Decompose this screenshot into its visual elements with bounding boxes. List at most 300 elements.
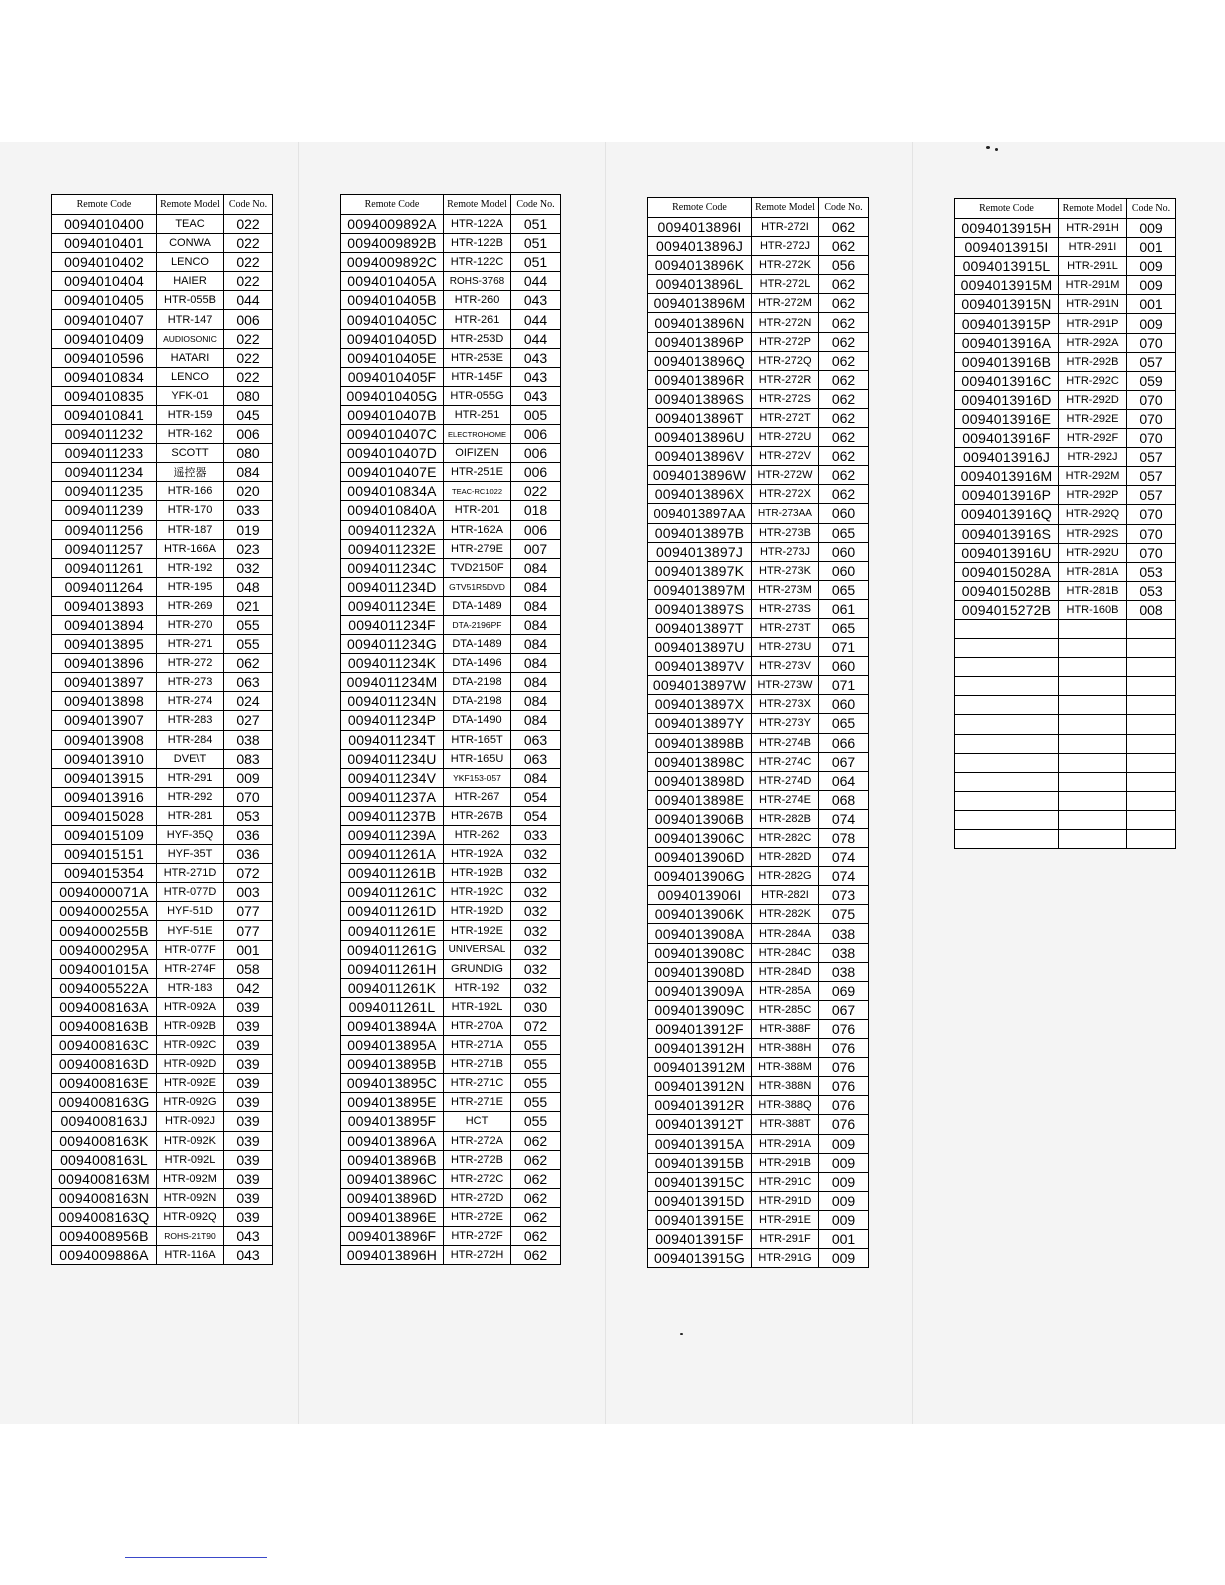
table-row: [341, 386, 561, 405]
remote-code-cell: 0094008956B: [52, 1226, 157, 1245]
table-row: [648, 1039, 869, 1058]
remote-code-cell: 0094010405: [52, 291, 157, 310]
code-number-cell: 061: [819, 599, 869, 618]
remote-model-cell: HTR-162: [157, 425, 224, 444]
remote-model-cell: HTR-282G: [752, 867, 819, 886]
code-number-cell: 071: [819, 638, 869, 657]
code-number-cell: [1127, 734, 1176, 753]
remote-model-cell: HTR-273Y: [752, 714, 819, 733]
remote-model-cell: HTR-292P: [1059, 486, 1127, 505]
page-footer-rule: [125, 1557, 267, 1558]
code-number-cell: 080: [224, 386, 273, 405]
code-number-cell: 060: [819, 561, 869, 580]
table-row: [648, 218, 869, 237]
table-row: [648, 981, 869, 1000]
remote-model-cell: HTR-272P: [752, 332, 819, 351]
code-number-cell: 054: [511, 787, 561, 806]
code-number-cell: 062: [819, 218, 869, 237]
remote-code-cell: 0094011234N: [341, 692, 444, 711]
remote-model-cell: OIFIZEN: [444, 444, 511, 463]
remote-code-cell: 0094011239: [52, 501, 157, 520]
code-number-cell: 023: [224, 539, 273, 558]
remote-code-cell: 0094013897X: [648, 695, 752, 714]
code-number-cell: [1127, 753, 1176, 772]
remote-code-cell: 0094013908C: [648, 943, 752, 962]
remote-model-cell: HTR-166: [157, 482, 224, 501]
code-number-cell: 053: [1127, 581, 1176, 600]
table-row: [648, 370, 869, 389]
remote-model-cell: HATARI: [157, 348, 224, 367]
remote-code-cell: 0094013896W: [648, 466, 752, 485]
remote-model-cell: HTR-055G: [444, 386, 511, 405]
code-number-cell: 038: [224, 730, 273, 749]
remote-model-cell: HTR-267B: [444, 806, 511, 825]
table-row: [648, 714, 869, 733]
code-number-cell: 073: [819, 886, 869, 905]
remote-code-cell: 0094013895C: [341, 1074, 444, 1093]
remote-code-cell: 0094013910: [52, 749, 157, 768]
code-number-cell: 022: [224, 234, 273, 253]
table-row: [955, 429, 1176, 448]
remote-model-cell: HTR-282K: [752, 905, 819, 924]
code-number-cell: 075: [819, 905, 869, 924]
remote-model-cell: HTR-282C: [752, 829, 819, 848]
table-row: [341, 883, 561, 902]
remote-model-cell: HTR-251: [444, 405, 511, 424]
table-row: [341, 902, 561, 921]
code-number-cell: 051: [511, 253, 561, 272]
code-number-cell: 038: [819, 924, 869, 943]
remote-code-cell: 0094011237B: [341, 806, 444, 825]
table-row: [52, 768, 273, 787]
remote-model-cell: HTR-187: [157, 520, 224, 539]
remote-model-cell: HTR-273W: [752, 676, 819, 695]
remote-model-cell: HTR-272S: [752, 389, 819, 408]
remote-model-cell: HTR-273X: [752, 695, 819, 714]
remote-code-cell: 0094013915N: [955, 295, 1059, 314]
remote-model-cell: HTR-273AA: [752, 504, 819, 523]
table-row: [52, 425, 273, 444]
table-row: [648, 1115, 869, 1134]
table-row: [52, 1150, 273, 1169]
remote-model-cell: HTR-092M: [157, 1169, 224, 1188]
table-row: [341, 1188, 561, 1207]
remote-code-cell: 0094010407B: [341, 405, 444, 424]
code-number-cell: 009: [819, 1210, 869, 1229]
remote-code-cell: 0094013908D: [648, 962, 752, 981]
remote-code-cell: 0094011235: [52, 482, 157, 501]
remote-model-cell: HTR-092B: [157, 1016, 224, 1035]
code-number-cell: 039: [224, 1150, 273, 1169]
remote-code-cell: 0094008163L: [52, 1150, 157, 1169]
code-number-cell: 051: [511, 234, 561, 253]
code-number-cell: 043: [511, 367, 561, 386]
table-row: [341, 1150, 561, 1169]
remote-model-cell: GRUNDIG: [444, 959, 511, 978]
remote-code-cell: 0094013897S: [648, 599, 752, 618]
remote-code-cell: [955, 677, 1059, 696]
code-number-cell: 065: [819, 618, 869, 637]
remote-model-cell: HTR-272A: [444, 1131, 511, 1150]
remote-code-cell: [955, 715, 1059, 734]
code-number-cell: 009: [819, 1249, 869, 1268]
code-number-cell: 067: [819, 1000, 869, 1019]
table-row: [648, 504, 869, 523]
table-row: [52, 635, 273, 654]
table-row: [341, 539, 561, 558]
table-row: [648, 447, 869, 466]
code-number-cell: 060: [819, 542, 869, 561]
remote-model-cell: HTR-291E: [752, 1210, 819, 1229]
table-row: [648, 561, 869, 580]
code-number-cell: 018: [511, 501, 561, 520]
code-number-cell: 032: [511, 921, 561, 940]
table-row: [52, 1131, 273, 1150]
remote-code-cell: 0094013896V: [648, 447, 752, 466]
remote-code-cell: 0094013906G: [648, 867, 752, 886]
remote-model-cell: HTR-092J: [157, 1112, 224, 1131]
code-number-cell: 074: [819, 848, 869, 867]
remote-model-cell: HTR-122A: [444, 215, 511, 234]
remote-code-cell: 0094011257: [52, 539, 157, 558]
table-row: [341, 692, 561, 711]
code-number-cell: 024: [224, 692, 273, 711]
table-row: [955, 810, 1176, 829]
table-row: [648, 657, 869, 676]
remote-model-cell: HTR-292D: [1059, 390, 1127, 409]
code-number-cell: 008: [1127, 600, 1176, 619]
remote-code-cell: 0094013916Q: [955, 505, 1059, 524]
table-row: [955, 295, 1176, 314]
table-row: [341, 1074, 561, 1093]
table-row: [52, 329, 273, 348]
code-number-cell: 060: [819, 657, 869, 676]
remote-code-cell: 0094008163N: [52, 1188, 157, 1207]
remote-code-cell: 0094010400: [52, 215, 157, 234]
remote-code-cell: 0094015109: [52, 826, 157, 845]
remote-model-cell: HTR-162A: [444, 520, 511, 539]
table-row: [52, 1207, 273, 1226]
remote-model-cell: HAIER: [157, 272, 224, 291]
table-row: [52, 482, 273, 501]
table-row: [648, 389, 869, 408]
table-row: [52, 940, 273, 959]
remote-model-cell: HTR-271A: [444, 1036, 511, 1055]
table-row: [341, 1131, 561, 1150]
remote-code-cell: 0094010405A: [341, 272, 444, 291]
remote-model-cell: HTR-192: [157, 558, 224, 577]
remote-model-cell: HTR-273B: [752, 523, 819, 542]
table-row: [341, 711, 561, 730]
table-row: [648, 695, 869, 714]
table-row: [341, 1246, 561, 1265]
remote-model-cell: HTR-271E: [444, 1093, 511, 1112]
remote-code-cell: 0094013912R: [648, 1096, 752, 1115]
remote-model-cell: HTR-388H: [752, 1039, 819, 1058]
remote-model-cell: HTR-195: [157, 577, 224, 596]
remote-model-cell: HCT: [444, 1112, 511, 1131]
remote-code-cell: 0094001015A: [52, 959, 157, 978]
remote-model-cell: HTR-165T: [444, 730, 511, 749]
table-row: [52, 997, 273, 1016]
remote-model-cell: HTR-285C: [752, 1000, 819, 1019]
table-row: [648, 599, 869, 618]
code-number-cell: 062: [819, 294, 869, 313]
remote-code-cell: 0094009892C: [341, 253, 444, 272]
remote-code-cell: [955, 658, 1059, 677]
code-number-cell: 009: [1127, 219, 1176, 238]
remote-model-cell: HTR-274: [157, 692, 224, 711]
remote-code-cell: 0094013906K: [648, 905, 752, 924]
remote-code-cell: 0094013897V: [648, 657, 752, 676]
code-number-cell: 065: [819, 580, 869, 599]
remote-code-cell: 0094011234K: [341, 654, 444, 673]
remote-model-cell: SCOTT: [157, 444, 224, 463]
remote-code-cell: 0094000255A: [52, 902, 157, 921]
code-number-cell: 022: [224, 253, 273, 272]
remote-code-cell: 0094010405C: [341, 310, 444, 329]
remote-model-cell: HTR-092A: [157, 997, 224, 1016]
remote-model-cell: DTA-1489: [444, 596, 511, 615]
remote-model-cell: HTR-116A: [157, 1246, 224, 1265]
remote-code-cell: 0094009892B: [341, 234, 444, 253]
remote-model-cell: HTR-270A: [444, 1016, 511, 1035]
code-number-cell: 084: [511, 654, 561, 673]
table-row: [341, 463, 561, 482]
code-number-cell: 006: [511, 444, 561, 463]
table-row: [648, 1229, 869, 1248]
remote-code-cell: 0094013915E: [648, 1210, 752, 1229]
remote-model-cell: YFK-01: [157, 386, 224, 405]
header-remote-code: Remote Code: [955, 199, 1059, 219]
table-row: [648, 1058, 869, 1077]
table-row: [52, 615, 273, 634]
code-number-cell: 043: [224, 1226, 273, 1245]
remote-model-cell: HTR-291H: [1059, 219, 1127, 238]
remote-model-cell: HTR-192E: [444, 921, 511, 940]
table-row: [955, 734, 1176, 753]
remote-code-cell: 0094013915G: [648, 1249, 752, 1268]
remote-model-cell: HTR-092N: [157, 1188, 224, 1207]
remote-model-cell: HTR-272H: [444, 1246, 511, 1265]
code-number-cell: 070: [1127, 524, 1176, 543]
code-number-cell: 022: [224, 272, 273, 291]
remote-code-cell: 0094013896M: [648, 294, 752, 313]
remote-model-cell: TEAC-RC1022: [444, 482, 511, 501]
remote-code-cell: 0094013915P: [955, 314, 1059, 333]
remote-code-cell: 0094013916D: [955, 390, 1059, 409]
table-row: [955, 352, 1176, 371]
code-number-cell: 074: [819, 809, 869, 828]
code-number-cell: 084: [511, 615, 561, 634]
table-row: [341, 730, 561, 749]
code-number-cell: 006: [511, 425, 561, 444]
remote-code-cell: 0094011234E: [341, 596, 444, 615]
table-row: [955, 658, 1176, 677]
code-number-cell: 080: [224, 444, 273, 463]
code-number-cell: 063: [511, 730, 561, 749]
remote-model-cell: HTR-183: [157, 978, 224, 997]
remote-model-cell: HTR-388M: [752, 1058, 819, 1077]
remote-code-cell: 0094008163C: [52, 1036, 157, 1055]
remote-code-cell: 0094013915D: [648, 1191, 752, 1210]
table-row: [341, 253, 561, 272]
code-number-cell: 077: [224, 921, 273, 940]
table-row: [648, 1019, 869, 1038]
code-number-cell: 003: [224, 883, 273, 902]
remote-code-cell: 0094013896F: [341, 1226, 444, 1245]
remote-code-cell: 0094013916P: [955, 486, 1059, 505]
remote-model-cell: DVE\T: [157, 749, 224, 768]
remote-model-cell: HTR-273S: [752, 599, 819, 618]
remote-code-cell: 0094008163B: [52, 1016, 157, 1035]
code-number-cell: 009: [1127, 276, 1176, 295]
remote-code-cell: [955, 830, 1059, 849]
code-number-cell: 020: [224, 482, 273, 501]
table-row: [648, 237, 869, 256]
table-row: [52, 291, 273, 310]
table-row: [52, 711, 273, 730]
code-number-cell: 009: [819, 1134, 869, 1153]
table-row: [52, 348, 273, 367]
table-row: [341, 215, 561, 234]
remote-model-cell: DTA-2198: [444, 673, 511, 692]
remote-model-cell: [1059, 639, 1127, 658]
table-row: [341, 577, 561, 596]
table-row: [52, 463, 273, 482]
remote-code-cell: 0094010405F: [341, 367, 444, 386]
table-row: [955, 409, 1176, 428]
table-row: [648, 809, 869, 828]
table-row: [955, 791, 1176, 810]
table-row: [52, 310, 273, 329]
remote-code-cell: 0094010407: [52, 310, 157, 329]
remote-model-cell: ELECTROHOME: [444, 425, 511, 444]
remote-code-cell: 0094013897: [52, 673, 157, 692]
code-number-cell: 069: [819, 981, 869, 1000]
code-number-cell: 062: [819, 332, 869, 351]
table-row: [341, 673, 561, 692]
header-remote-code: Remote Code: [648, 198, 752, 218]
table-row: [341, 978, 561, 997]
remote-code-cell: 0094013896C: [341, 1169, 444, 1188]
remote-model-cell: HTR-273U: [752, 638, 819, 657]
code-number-cell: 044: [224, 291, 273, 310]
code-number-cell: 062: [819, 389, 869, 408]
remote-code-cell: 0094013915: [52, 768, 157, 787]
remote-code-cell: [955, 619, 1059, 638]
remote-model-cell: HTR-284A: [752, 924, 819, 943]
remote-code-cell: 0094010407C: [341, 425, 444, 444]
remote-model-cell: HTR-292Q: [1059, 505, 1127, 524]
remote-code-cell: 0094013896I: [648, 218, 752, 237]
code-number-cell: 055: [511, 1112, 561, 1131]
remote-model-cell: HTR-291N: [1059, 295, 1127, 314]
remote-model-cell: HTR-092K: [157, 1131, 224, 1150]
table-row: [341, 1093, 561, 1112]
remote-code-cell: 0094013915H: [955, 219, 1059, 238]
table-row: [955, 715, 1176, 734]
code-number-cell: 062: [511, 1150, 561, 1169]
table-row: [341, 234, 561, 253]
remote-model-cell: HTR-262: [444, 826, 511, 845]
remote-code-cell: 0094009886A: [52, 1246, 157, 1265]
code-number-cell: 072: [511, 1016, 561, 1035]
code-number-cell: 055: [224, 615, 273, 634]
table-row: [955, 619, 1176, 638]
remote-model-cell: DTA-1496: [444, 654, 511, 673]
remote-code-cell: 0094013906C: [648, 829, 752, 848]
table-row: [648, 1172, 869, 1191]
remote-code-cell: 0094010835: [52, 386, 157, 405]
remote-code-cell: 0094013906D: [648, 848, 752, 867]
remote-model-cell: HTR-274F: [157, 959, 224, 978]
remote-model-cell: HTR-292E: [1059, 409, 1127, 428]
remote-model-cell: HTR-283: [157, 711, 224, 730]
remote-code-cell: 0094008163A: [52, 997, 157, 1016]
remote-model-cell: DTA-2198: [444, 692, 511, 711]
table-row: [648, 943, 869, 962]
code-number-cell: 009: [819, 1172, 869, 1191]
remote-code-cell: 0094011261H: [341, 959, 444, 978]
table-row: [955, 333, 1176, 352]
code-number-cell: 074: [819, 867, 869, 886]
code-number-cell: 043: [511, 291, 561, 310]
code-number-cell: 062: [511, 1246, 561, 1265]
remote-model-cell: HTR-273J: [752, 542, 819, 561]
table-row: [52, 959, 273, 978]
remote-model-cell: HTR-274D: [752, 771, 819, 790]
table-row: [955, 276, 1176, 295]
table-row: [648, 1000, 869, 1019]
remote-code-cell: 0094011234M: [341, 673, 444, 692]
table-row: [341, 596, 561, 615]
table-row: [648, 275, 869, 294]
code-number-cell: 043: [224, 1246, 273, 1265]
table-row: [52, 730, 273, 749]
remote-model-cell: HTR-272R: [752, 370, 819, 389]
table-row: [52, 444, 273, 463]
table-row: [52, 826, 273, 845]
remote-model-cell: HTR-291A: [752, 1134, 819, 1153]
scan-speck: [995, 148, 998, 151]
remote-code-cell: 0094010596: [52, 348, 157, 367]
remote-model-cell: HTR-165U: [444, 749, 511, 768]
code-number-cell: 032: [511, 883, 561, 902]
code-number-cell: 044: [511, 329, 561, 348]
remote-model-cell: HTR-291C: [752, 1172, 819, 1191]
table-row: [52, 1169, 273, 1188]
remote-model-cell: HTR-281A: [1059, 562, 1127, 581]
code-number-cell: 062: [819, 428, 869, 447]
table-row: [648, 1153, 869, 1172]
table-row: [52, 215, 273, 234]
remote-model-cell: HTR-272T: [752, 408, 819, 427]
remote-code-cell: 0094013916U: [955, 543, 1059, 562]
table-row: [648, 313, 869, 332]
table-row: [648, 1249, 869, 1268]
remote-model-cell: HTR-388T: [752, 1115, 819, 1134]
table-row: [52, 367, 273, 386]
remote-model-cell: HTR-273T: [752, 618, 819, 637]
table-row: [341, 482, 561, 501]
table-row: [955, 486, 1176, 505]
code-number-cell: 084: [511, 635, 561, 654]
code-number-cell: 001: [1127, 238, 1176, 257]
table-row: [341, 367, 561, 386]
remote-code-cell: 0094010834: [52, 367, 157, 386]
table-row: [341, 1055, 561, 1074]
